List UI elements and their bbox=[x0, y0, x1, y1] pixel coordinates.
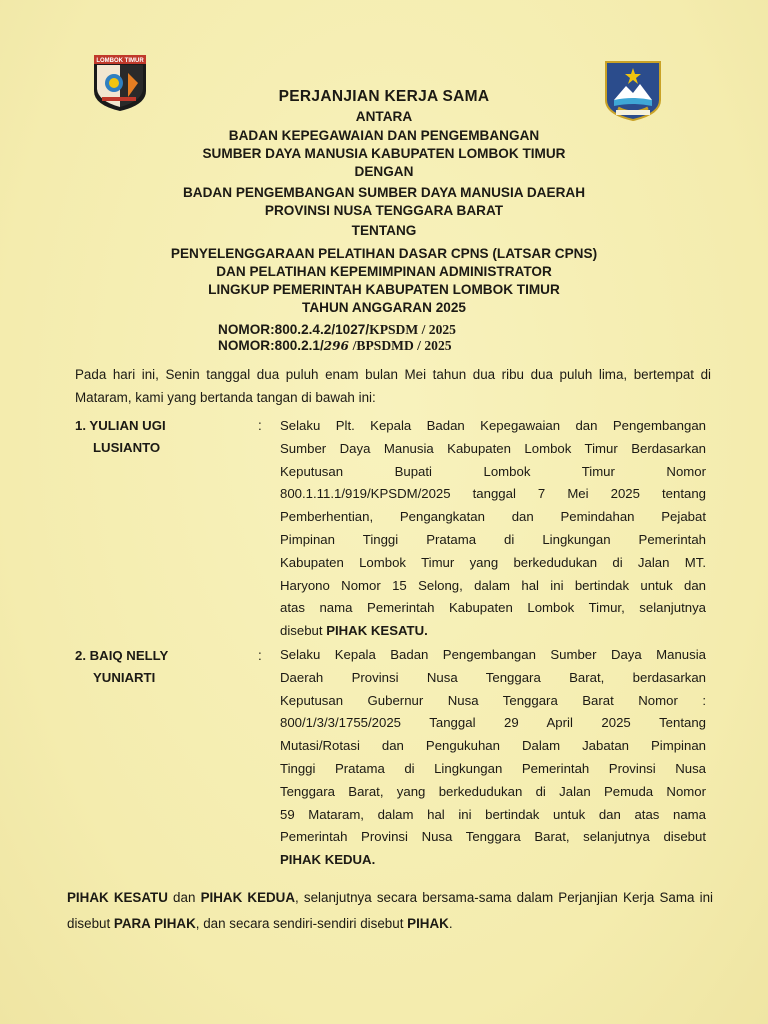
party1-desc-line: Keputusan Bupati Lombok Timur Nomor bbox=[280, 463, 706, 479]
party2-desc-line: Daerah Provinsi Nusa Tenggara Barat, berdasarkan bbox=[280, 669, 706, 685]
closing-bold-3: PARA PIHAK bbox=[113, 916, 196, 931]
header-party1-line1: BADAN KEPEGAWAIAN DAN PENGEMBANGAN bbox=[228, 128, 540, 143]
party2-name-line2: YUNIARTI bbox=[93, 670, 156, 685]
party2-desc-line: Mutasi/Rotasi dan Pengukuhan Dalam Jabatan Pimpinan bbox=[280, 738, 706, 754]
nomor-2-prefix: NOMOR:800.2.1/ bbox=[218, 338, 324, 353]
intro-paragraph: Pada hari ini, Senin tanggal dua puluh enam bulan Mei tahun dua ribu dua puluh lima, bertempat di Mataram, kami yang bertanda tangan di bawah ini: bbox=[75, 367, 711, 405]
party1-desc-line: Pimpinan Tinggi Pratama di Lingkungan Pemerintah bbox=[280, 531, 706, 547]
header-party2-line2: PROVINSI NUSA TENGGARA BARAT bbox=[264, 203, 504, 218]
closing-text-2: , selanjutnya secara bersama-sama dalam Perjanjian Kerja Sama ini disebut bbox=[67, 890, 713, 931]
logo-left-label: LOMBOK TIMUR bbox=[96, 58, 144, 64]
nomor-1-prefix: NOMOR:800.2.4.2/1027/ bbox=[218, 322, 370, 337]
header-party1-line2: SUMBER DAYA MANUSIA KABUPATEN LOMBOK TIMUR bbox=[202, 146, 566, 161]
party1-description bbox=[280, 415, 706, 643]
party2-desc-line: Tenggara Barat, yang berkedudukan di Jalan Pemuda Nomor bbox=[280, 783, 706, 799]
party2-desc-line: Tinggi Pratama di Lingkungan Pemerintah Provinsi Nusa bbox=[280, 760, 706, 776]
nomor-2-suffix: /BPSDMD / 2025 bbox=[352, 338, 452, 353]
nomor-1-suffix: KPSDM / 2025 bbox=[369, 322, 456, 337]
closing-paragraph bbox=[67, 885, 713, 937]
party2-desc-line: 800/1/3/3/1755/2025 Tanggal 29 April 2025 Tentang bbox=[280, 715, 706, 731]
party2-colon: : bbox=[258, 648, 262, 663]
party1-desc-line: Selaku Plt. Kepala Badan Kepegawaian dan Pengembangan bbox=[280, 418, 706, 433]
party1-desc-line: Kabupaten Lombok Timur yang berkedudukan di Jalan MT. bbox=[280, 554, 706, 570]
document-title: PERJANJIAN KERJA SAMA bbox=[278, 88, 490, 105]
closing-bold-1: PIHAK KESATU bbox=[67, 890, 168, 905]
party2-name-line1: 2. BAIQ NELLY bbox=[75, 648, 169, 663]
header-antara: ANTARA bbox=[355, 109, 413, 124]
closing-text-1: dan bbox=[167, 890, 201, 905]
party1-desc-line: Haryono Nomor 15 Selong, dalam hal ini bertindak untuk dan bbox=[280, 577, 706, 593]
header-subject-line4: TAHUN ANGGARAN 2025 bbox=[302, 300, 466, 315]
party1-desc-line: Pemberhentian, Pengangkatan dan Pemindahan Pejabat bbox=[280, 509, 706, 525]
party1-desc-line: atas nama Pemerintah Kabupaten Lombok Timur, selanjutnya bbox=[280, 600, 706, 616]
party2-desc-line: Pemerintah Provinsi Nusa Tenggara Barat, selanjutnya disebut bbox=[280, 829, 706, 845]
party2-description bbox=[280, 644, 706, 872]
header-party2-line1: BADAN PENGEMBANGAN SUMBER DAYA MANUSIA DAERAH bbox=[182, 185, 586, 200]
header-dengan: DENGAN bbox=[354, 164, 414, 179]
party1-desc-line: Sumber Daya Manusia Kabupaten Lombok Timur Berdasarkan bbox=[280, 440, 706, 456]
header-subject-line3: LINGKUP PEMERINTAH KABUPATEN LOMBOK TIMUR bbox=[208, 282, 560, 297]
party1-desc-last bbox=[280, 623, 428, 638]
party1-colon: : bbox=[258, 418, 262, 433]
party1-desc-line: 800.1.11.1/919/KPSDM/2025 tanggal 7 Mei 2025 tentang bbox=[280, 486, 706, 502]
party2-desc-line: Keputusan Gubernur Nusa Tenggara Barat Nomor : bbox=[280, 692, 706, 708]
party1-name-line1: 1. YULIAN UGI bbox=[75, 418, 166, 433]
party1-designation: PIHAK KESATU. bbox=[326, 623, 428, 639]
closing-text-4: . bbox=[448, 916, 453, 931]
header-subject-line2: DAN PELATIHAN KEPEMIMPINAN ADMINISTRATOR bbox=[216, 264, 552, 279]
header-subject-line1: PENYELENGGARAAN PELATIHAN DASAR CPNS (LATSAR CPNS) bbox=[170, 246, 598, 261]
party2-designation: PIHAK KEDUA. bbox=[280, 852, 376, 868]
party2-desc-line: 59 Mataram, dalam hal ini bertindak untuk dan atas nama bbox=[280, 806, 706, 822]
party1-desc-line: disebut bbox=[280, 623, 323, 639]
closing-bold-2: PIHAK KEDUA bbox=[200, 890, 296, 905]
nomor-line-2 bbox=[218, 336, 452, 356]
nomor-2-handwritten: 296 bbox=[323, 339, 349, 353]
closing-bold-4: PIHAK bbox=[407, 916, 449, 931]
party2-desc-line: Selaku Kepala Badan Pengembangan Sumber Daya Manusia bbox=[280, 647, 706, 662]
closing-text-3: , dan secara sendiri-sendiri disebut bbox=[195, 916, 408, 931]
party1-name-line2: LUSIANTO bbox=[93, 440, 161, 455]
header-tentang: TENTANG bbox=[351, 223, 417, 238]
